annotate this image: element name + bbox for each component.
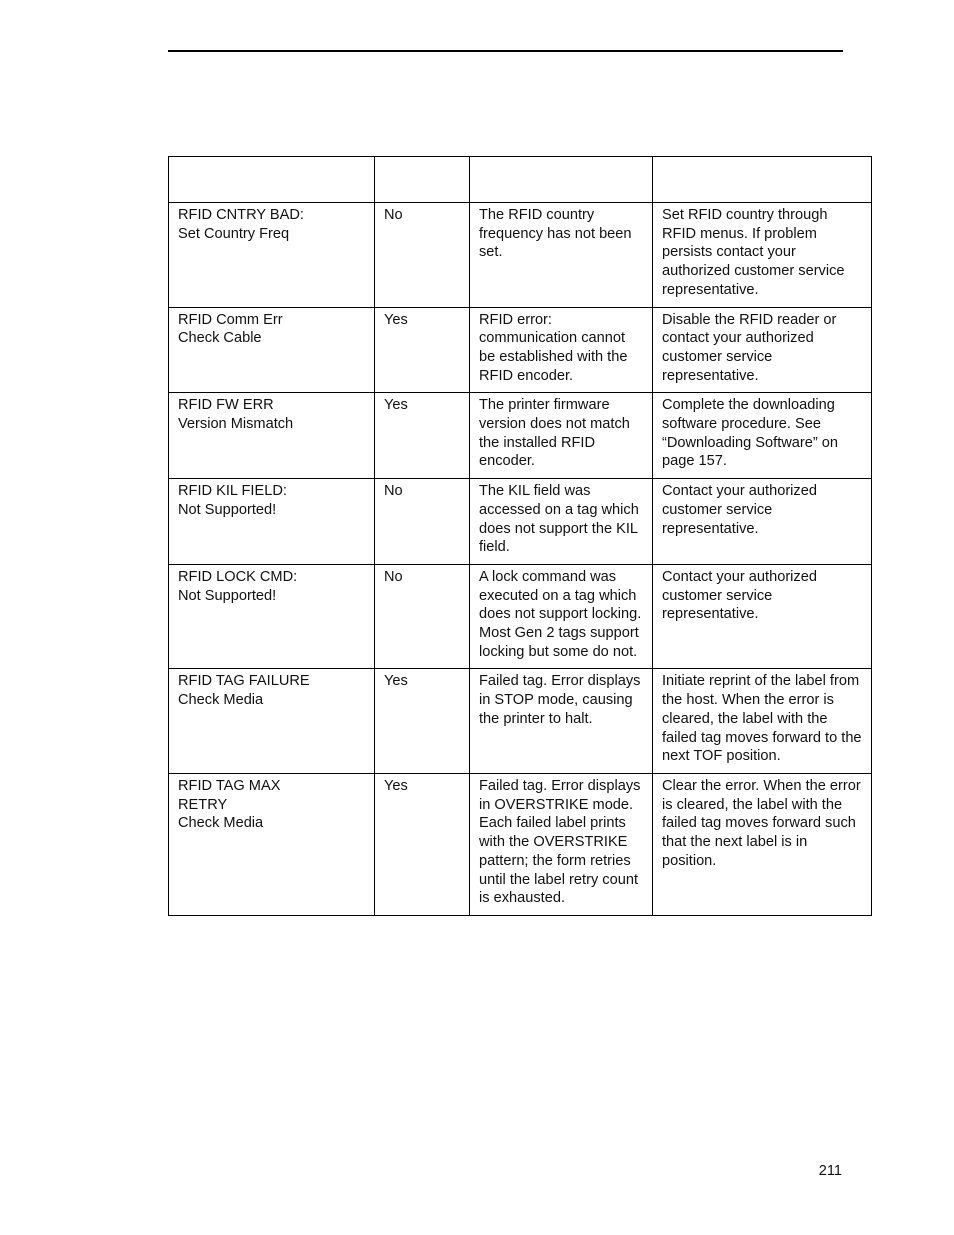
table-row: [169, 773, 872, 915]
message-cell: RFID FW ERR Version Mismatch: [169, 393, 375, 479]
message-cell: RFID Comm Err Check Cable: [169, 307, 375, 393]
solution-cell: Clear the error. When the error is cleared, the label with the failed tag moves forward such that the next label is in position.: [653, 773, 872, 915]
error-message-table: [168, 156, 872, 916]
table-row: [169, 564, 872, 669]
table-row: [169, 669, 872, 774]
column-header-explanation: [470, 157, 653, 203]
flag-cell: Yes: [375, 773, 470, 915]
table-header-row: [169, 157, 872, 203]
explanation-cell: A lock command was executed on a tag which does not support locking. Most Gen 2 tags support locking but some do not.: [470, 564, 653, 669]
table-row: [169, 393, 872, 479]
table-row: [169, 479, 872, 565]
flag-cell: No: [375, 203, 470, 308]
message-cell: RFID TAG MAX RETRY Check Media: [169, 773, 375, 915]
flag-cell: Yes: [375, 669, 470, 774]
column-header-solution: [653, 157, 872, 203]
flag-cell: Yes: [375, 307, 470, 393]
flag-cell: No: [375, 564, 470, 669]
page-number: 211: [818, 1163, 842, 1179]
solution-cell: Contact your authorized customer service representative.: [653, 564, 872, 669]
solution-cell: Initiate reprint of the label from the host. When the error is cleared, the label with the failed tag moves forward to the next TOF position.: [653, 669, 872, 774]
flag-cell: Yes: [375, 393, 470, 479]
solution-cell: Complete the downloading software procedure. See “Downloading Software” on page 157.: [653, 393, 872, 479]
solution-cell: Disable the RFID reader or contact your authorized customer service representative.: [653, 307, 872, 393]
explanation-cell: Failed tag. Error displays in OVERSTRIKE mode. Each failed label prints with the OVERSTRIKE pattern; the form retries until the label retry count is exhausted.: [470, 773, 653, 915]
explanation-cell: The KIL field was accessed on a tag which does not support the KIL field.: [470, 479, 653, 565]
message-cell: RFID TAG FAILURE Check Media: [169, 669, 375, 774]
column-header-flag: [375, 157, 470, 203]
explanation-cell: The printer firmware version does not match the installed RFID encoder.: [470, 393, 653, 479]
table-row: [169, 307, 872, 393]
solution-cell: Set RFID country through RFID menus. If problem persists contact your authorized customer service representative.: [653, 203, 872, 308]
message-cell: RFID KIL FIELD: Not Supported!: [169, 479, 375, 565]
solution-cell: Contact your authorized customer service representative.: [653, 479, 872, 565]
explanation-cell: The RFID country frequency has not been set.: [470, 203, 653, 308]
header-rule: [168, 50, 843, 52]
message-cell: RFID CNTRY BAD: Set Country Freq: [169, 203, 375, 308]
message-cell: RFID LOCK CMD: Not Supported!: [169, 564, 375, 669]
table-row: [169, 203, 872, 308]
column-header-message: [169, 157, 375, 203]
explanation-cell: RFID error: communication cannot be established with the RFID encoder.: [470, 307, 653, 393]
flag-cell: No: [375, 479, 470, 565]
explanation-cell: Failed tag. Error displays in STOP mode, causing the printer to halt.: [470, 669, 653, 774]
